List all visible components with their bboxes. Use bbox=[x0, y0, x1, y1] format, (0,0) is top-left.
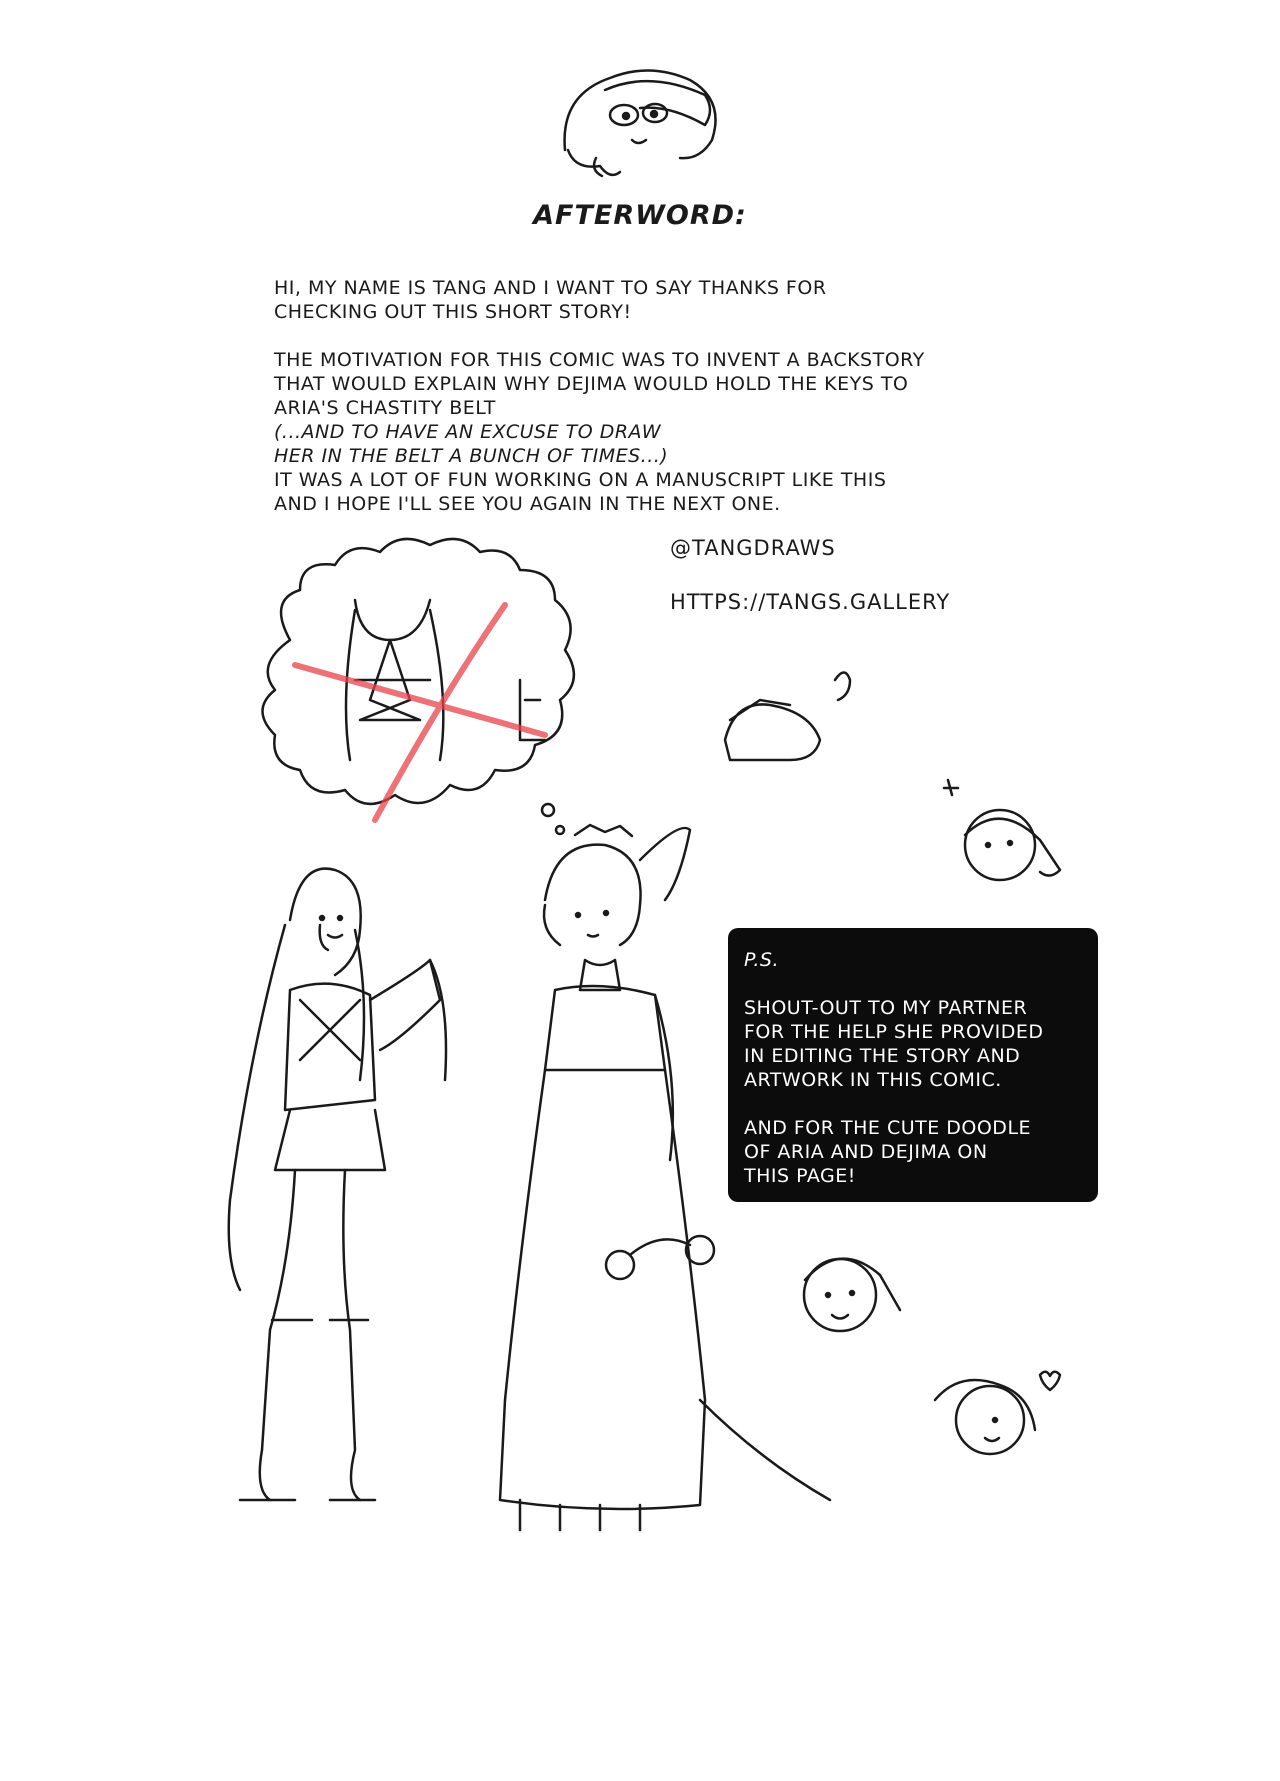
chibi-doodle-1 bbox=[725, 673, 850, 761]
chibi-doodle-2 bbox=[944, 780, 1060, 880]
ps-label: P.S. bbox=[744, 949, 779, 971]
closing-paragraph: IT WAS A LOT OF FUN WORKING ON A MANUSCRIPT LIKE THIS AND I HOPE I'LL SEE YOU AGAIN IN THE NEXT ONE. bbox=[274, 469, 887, 515]
chibi-doodle-3 bbox=[804, 1259, 900, 1331]
thanks-paragraph: HI, MY NAME IS TANG AND I WANT TO SAY THANKS FOR CHECKING OUT THIS SHORT STORY! bbox=[274, 277, 827, 323]
gallery-link[interactable]: HTTPS://TANGS.GALLERY bbox=[670, 590, 951, 614]
afterword-title: AFTERWORD: bbox=[533, 200, 747, 231]
ps-note-box bbox=[728, 928, 1098, 1202]
schoolgirl-figure bbox=[229, 869, 446, 1500]
thought-cloud bbox=[263, 539, 574, 834]
motivation-aside-text: (...AND TO HAVE AN EXCUSE TO DRAW HER IN THE BELT A BUNCH OF TIMES...) bbox=[274, 421, 669, 467]
chibi-doodle-4 bbox=[935, 1372, 1060, 1454]
motivation-aside bbox=[274, 396, 1054, 468]
author-avatar-icon bbox=[565, 70, 716, 176]
motivation-paragraph: THE MOTIVATION FOR THIS COMIC WAS TO INVENT A BACKSTORY THAT WOULD EXPLAIN WHY DEJIMA WOULD HOLD THE KEYS TO ARIA'S CHASTITY BELT bbox=[274, 349, 925, 419]
ps-doodle-text: AND FOR THE CUTE DOODLE OF ARIA AND DEJIMA ON THIS PAGE! bbox=[744, 1117, 1032, 1187]
ps-shoutout-text: SHOUT-OUT TO MY PARTNER FOR THE HELP SHE PROVIDED IN EDITING THE STORY AND ARTWORK IN THIS COMIC. bbox=[744, 997, 1044, 1091]
author-handle[interactable]: @TANGDRAWS bbox=[670, 536, 836, 560]
